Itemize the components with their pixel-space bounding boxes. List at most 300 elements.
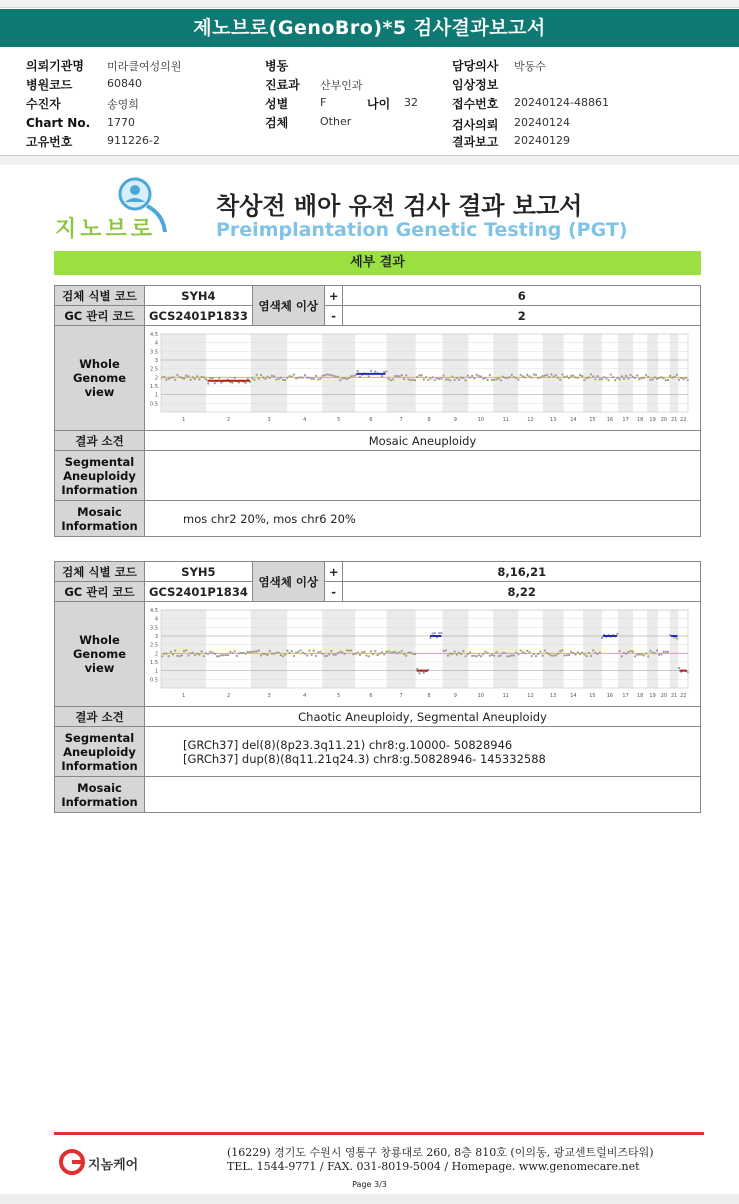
data-point <box>473 655 475 657</box>
data-point <box>524 376 526 378</box>
data-point <box>317 378 319 380</box>
data-point <box>370 370 372 372</box>
y-tick-label: 2 <box>154 651 158 658</box>
data-point <box>568 377 570 379</box>
data-point <box>181 377 183 379</box>
data-point <box>467 375 469 377</box>
data-point <box>410 651 412 653</box>
data-point <box>311 378 313 380</box>
detail-results-heading: 세부 결과 <box>54 251 701 275</box>
data-point <box>366 654 368 656</box>
data-point <box>163 653 165 655</box>
data-point <box>643 654 645 656</box>
chromosome-band <box>251 334 287 412</box>
data-point <box>438 632 440 634</box>
data-point <box>216 655 218 657</box>
data-point <box>429 378 431 380</box>
data-point <box>194 654 196 656</box>
chromosome-band <box>161 334 206 412</box>
data-point <box>517 653 519 655</box>
data-point <box>346 649 348 651</box>
data-point <box>506 377 508 379</box>
gc-code-label: GC 관리 코드 <box>55 306 145 326</box>
request-label: 검사의뢰 <box>452 118 499 132</box>
data-point <box>174 379 176 381</box>
data-point <box>482 378 484 380</box>
data-point <box>462 377 464 379</box>
data-point <box>632 376 634 378</box>
result-value: Mosaic Aneuploidy <box>145 431 701 451</box>
data-point <box>381 375 383 377</box>
chart-value: 1770 <box>107 116 135 129</box>
data-point <box>636 374 638 376</box>
company-address <box>227 1146 654 1174</box>
data-point <box>658 377 660 379</box>
data-point <box>308 377 310 379</box>
data-point <box>652 651 654 653</box>
chrom-abnormal-label: 염색체 이상 <box>252 562 324 602</box>
data-point <box>517 379 519 381</box>
data-point <box>253 379 255 381</box>
data-point <box>465 379 467 381</box>
data-point <box>522 375 524 377</box>
data-point <box>434 632 436 634</box>
x-tick-label: 22 <box>680 693 687 699</box>
x-tick-label: 2 <box>227 693 231 699</box>
data-point <box>251 377 253 379</box>
data-point <box>603 376 605 378</box>
dept-label: 진료과 <box>265 78 300 92</box>
data-point <box>487 379 489 381</box>
data-point <box>280 377 282 379</box>
data-point <box>383 371 385 373</box>
data-point <box>621 375 623 377</box>
data-point <box>163 376 165 378</box>
x-tick-label: 3 <box>267 417 271 423</box>
gc-code-value: GCS2401P1834 <box>145 582 253 602</box>
data-point <box>445 649 447 651</box>
x-tick-label: 8 <box>427 693 431 699</box>
data-point <box>647 655 649 657</box>
data-point <box>546 652 548 654</box>
specimen-label: 검체 <box>265 116 289 130</box>
data-point <box>412 379 414 381</box>
report-title-english: Preimplantation Genetic Testing (PGT) <box>216 219 628 241</box>
data-point <box>405 374 407 376</box>
data-point <box>335 375 337 377</box>
table-row <box>55 582 701 602</box>
data-point <box>553 655 555 657</box>
data-point <box>414 379 416 381</box>
x-tick-label: 16 <box>606 417 614 423</box>
data-point <box>447 654 449 656</box>
dept-value: 산부인과 <box>320 79 363 92</box>
data-point <box>344 653 346 655</box>
data-point <box>203 655 205 657</box>
minus-sign: - <box>324 582 343 602</box>
data-point <box>623 378 625 380</box>
data-point <box>577 651 579 653</box>
segmental-line: [GRCh37] dup(8)(8q11.21q24.3) chr8:g.50828946- 145332588 <box>183 751 546 766</box>
result-label: 결과 소견 <box>55 431 145 451</box>
data-point <box>407 652 409 654</box>
y-tick-label: 2.5 <box>150 366 158 373</box>
table-row <box>55 286 701 306</box>
whole-genome-label: Whole Genome view <box>55 602 145 707</box>
data-point <box>192 652 194 654</box>
y-tick-label: 0.5 <box>150 401 158 408</box>
report-header: 제노브로(GenoBro)*5 검사결과보고서 <box>0 9 739 47</box>
data-point <box>451 375 453 377</box>
data-point <box>291 375 293 377</box>
data-point <box>616 633 618 635</box>
data-point <box>324 655 326 657</box>
data-point <box>597 375 599 377</box>
data-point <box>185 375 187 377</box>
data-point <box>509 376 511 378</box>
data-point <box>663 377 665 379</box>
data-point <box>478 654 480 656</box>
request-value: 20240124 <box>514 116 570 129</box>
y-tick-label: 4 <box>154 340 158 347</box>
chromosome-band <box>670 334 679 412</box>
genomecare-g-icon <box>58 1148 86 1176</box>
data-point <box>355 653 357 655</box>
data-point <box>594 651 596 653</box>
data-point <box>456 654 458 656</box>
data-point <box>284 379 286 381</box>
data-point <box>682 378 684 380</box>
data-point <box>381 651 383 653</box>
footer-divider <box>54 1132 704 1135</box>
data-point <box>194 378 196 380</box>
data-point <box>493 654 495 656</box>
data-point <box>520 649 522 651</box>
data-point <box>335 654 337 656</box>
minus-chromosomes: 8,22 <box>343 582 701 602</box>
data-point <box>302 652 304 654</box>
data-point <box>531 376 533 378</box>
chromosome-band <box>442 610 468 688</box>
data-point <box>357 651 359 653</box>
data-point <box>234 650 236 652</box>
gc-code-label: GC 관리 코드 <box>55 582 145 602</box>
x-tick-label: 18 <box>636 693 644 699</box>
data-point <box>630 374 632 376</box>
data-point <box>201 376 203 378</box>
data-point <box>377 654 379 656</box>
whole-genome-chart <box>147 604 696 704</box>
data-point <box>599 651 601 653</box>
data-point <box>264 378 266 380</box>
data-point <box>183 650 185 652</box>
mosaic-label: Mosaic Information <box>55 777 145 813</box>
data-point <box>676 637 678 639</box>
data-point <box>212 652 214 654</box>
data-point <box>515 651 517 653</box>
data-point <box>383 653 385 655</box>
data-point <box>487 652 489 654</box>
chromosome-band <box>670 610 679 688</box>
chromosome-band <box>387 334 416 412</box>
data-point <box>412 653 414 655</box>
data-point <box>616 377 618 379</box>
x-tick-label: 4 <box>303 417 307 423</box>
minus-sign: - <box>324 306 343 326</box>
data-point <box>176 655 178 657</box>
data-point <box>209 651 211 653</box>
data-point <box>498 377 500 379</box>
x-tick-label: 4 <box>303 693 307 699</box>
data-point <box>401 374 403 376</box>
data-point <box>649 650 651 652</box>
data-point <box>506 655 508 657</box>
data-point <box>372 653 374 655</box>
data-point <box>253 651 255 653</box>
data-point <box>330 650 332 652</box>
data-point <box>465 655 467 657</box>
data-point <box>440 377 442 379</box>
data-point <box>238 652 240 654</box>
y-tick-label: 3 <box>154 634 158 640</box>
x-tick-label: 13 <box>549 693 557 699</box>
data-point <box>632 651 634 653</box>
x-tick-label: 3 <box>267 693 271 699</box>
data-point <box>482 653 484 655</box>
data-point <box>500 654 502 656</box>
data-point <box>286 650 288 652</box>
data-point <box>665 379 667 381</box>
data-point <box>168 655 170 657</box>
data-point <box>544 374 546 376</box>
data-point <box>667 651 669 653</box>
data-point <box>374 650 376 652</box>
data-point <box>247 651 249 653</box>
data-point <box>315 655 317 657</box>
data-point <box>608 379 610 381</box>
data-point <box>352 653 354 655</box>
data-point <box>414 653 416 655</box>
data-point <box>359 376 361 378</box>
data-point <box>559 379 561 381</box>
data-point <box>399 651 401 653</box>
data-point <box>539 650 541 652</box>
patient-label: 수진자 <box>26 97 61 111</box>
data-point <box>471 655 473 657</box>
data-point <box>489 374 491 376</box>
data-point <box>176 374 178 376</box>
specimen-id-value: SYH5 <box>145 562 253 582</box>
top-strip <box>0 0 739 8</box>
data-point <box>165 379 167 381</box>
data-point <box>209 377 211 379</box>
plus-chromosomes: 8,16,21 <box>343 562 701 582</box>
data-point <box>278 651 280 653</box>
data-point <box>304 374 306 376</box>
data-point <box>275 378 277 380</box>
data-point <box>339 379 341 381</box>
data-point <box>394 651 396 653</box>
chromosome-band <box>618 610 633 688</box>
data-point <box>317 651 319 653</box>
table-row <box>55 306 701 326</box>
x-tick-label: 11 <box>502 417 509 423</box>
data-point <box>421 374 423 376</box>
data-point <box>432 376 434 378</box>
data-point <box>350 649 352 651</box>
doctor-label: 담당의사 <box>452 59 499 73</box>
data-point <box>575 376 577 378</box>
whole-genome-label: Whole Genome view <box>55 326 145 431</box>
data-point <box>333 654 335 656</box>
data-point <box>264 653 266 655</box>
chromosome-band <box>618 334 633 412</box>
data-point <box>333 375 335 377</box>
data-point <box>185 649 187 651</box>
data-point <box>341 651 343 653</box>
page-number: Page 3/3 <box>352 1180 387 1189</box>
y-tick-label: 3.5 <box>150 349 158 356</box>
data-point <box>313 378 315 380</box>
x-tick-label: 17 <box>622 417 629 423</box>
data-point <box>218 377 220 379</box>
data-point <box>531 655 533 657</box>
data-point <box>348 377 350 379</box>
data-point <box>597 653 599 655</box>
address-line: (16229) 경기도 수원시 영통구 창룡대로 260, 8층 810호 (이의동, 광교센트럴비즈타워) <box>227 1146 654 1159</box>
data-point <box>550 654 552 656</box>
data-point <box>619 650 621 652</box>
id-label: 고유번호 <box>26 135 73 149</box>
data-point <box>275 652 277 654</box>
data-point <box>581 375 583 377</box>
data-point <box>258 378 260 380</box>
data-point <box>403 653 405 655</box>
segmental-label: Segmental Aneuploidy Information <box>55 727 145 777</box>
data-point <box>245 382 247 384</box>
chromosome-band <box>493 334 518 412</box>
specimen-id-label: 검체 식별 코드 <box>55 286 145 306</box>
data-point <box>654 376 656 378</box>
data-point <box>586 377 588 379</box>
data-point <box>456 377 458 379</box>
data-point <box>480 375 482 377</box>
data-point <box>641 377 643 379</box>
data-point <box>528 375 530 377</box>
segmental-value <box>145 727 701 777</box>
data-point <box>201 650 203 652</box>
data-point <box>443 374 445 376</box>
y-tick-label: 1 <box>154 392 158 399</box>
data-point <box>601 378 603 380</box>
x-tick-label: 7 <box>399 417 403 423</box>
data-point <box>557 377 559 379</box>
chrom-abnormal-label: 염색체 이상 <box>252 286 324 326</box>
table-row <box>55 777 701 813</box>
data-point <box>291 650 293 652</box>
data-point <box>249 651 251 653</box>
data-point <box>544 649 546 651</box>
data-point <box>207 382 209 384</box>
data-point <box>319 651 321 653</box>
data-point <box>174 649 176 651</box>
table-row <box>55 326 701 431</box>
data-point <box>625 653 627 655</box>
whole-genome-chart-cell <box>145 326 701 431</box>
chromosome-band <box>493 610 518 688</box>
x-tick-label: 6 <box>369 417 373 423</box>
data-point <box>645 652 647 654</box>
data-point <box>363 651 365 653</box>
data-point <box>570 651 572 653</box>
data-point <box>258 650 260 652</box>
data-point <box>599 378 601 380</box>
data-point <box>564 654 566 656</box>
data-point <box>634 377 636 379</box>
x-tick-label: 12 <box>527 417 534 423</box>
receipt-value: 20240124-48861 <box>514 96 609 109</box>
data-point <box>234 377 236 379</box>
data-point <box>240 652 242 654</box>
data-point <box>454 379 456 381</box>
x-tick-label: 9 <box>453 417 457 423</box>
patient-info <box>0 54 739 154</box>
data-point <box>341 377 343 379</box>
data-point <box>449 379 451 381</box>
plus-sign: + <box>324 562 343 582</box>
segmental-label: Segmental Aneuploidy Information <box>55 451 145 501</box>
data-point <box>592 375 594 377</box>
x-tick-label: 9 <box>453 693 457 699</box>
id-value: 911226-2 <box>107 134 160 147</box>
data-point <box>337 652 339 654</box>
logo-text: 지노브로 <box>55 217 157 242</box>
gc-code-value: GCS2401P1833 <box>145 306 253 326</box>
data-point <box>572 375 574 377</box>
data-point <box>308 650 310 652</box>
data-point <box>511 374 513 376</box>
data-point <box>385 370 387 372</box>
data-point <box>509 655 511 657</box>
data-point <box>623 652 625 654</box>
data-point <box>462 650 464 652</box>
data-point <box>396 375 398 377</box>
data-point <box>388 650 390 652</box>
x-tick-label: 5 <box>337 417 341 423</box>
data-point <box>660 653 662 655</box>
data-point <box>526 650 528 652</box>
data-point <box>579 653 581 655</box>
data-point <box>223 654 225 656</box>
data-point <box>297 377 299 379</box>
y-tick-label: 4 <box>154 616 158 623</box>
x-tick-label: 19 <box>649 693 656 699</box>
data-point <box>227 654 229 656</box>
data-point <box>583 653 585 655</box>
y-tick-label: 3.5 <box>150 625 158 632</box>
data-point <box>489 655 491 657</box>
plus-sign: + <box>324 286 343 306</box>
x-tick-label: 17 <box>622 693 629 699</box>
data-point <box>368 655 370 657</box>
data-point <box>324 374 326 376</box>
plot-frame <box>161 610 688 688</box>
data-point <box>229 651 231 653</box>
chromosome-band <box>647 334 658 412</box>
data-point <box>654 652 656 654</box>
section-separator <box>0 155 739 165</box>
x-tick-label: 15 <box>589 693 596 699</box>
